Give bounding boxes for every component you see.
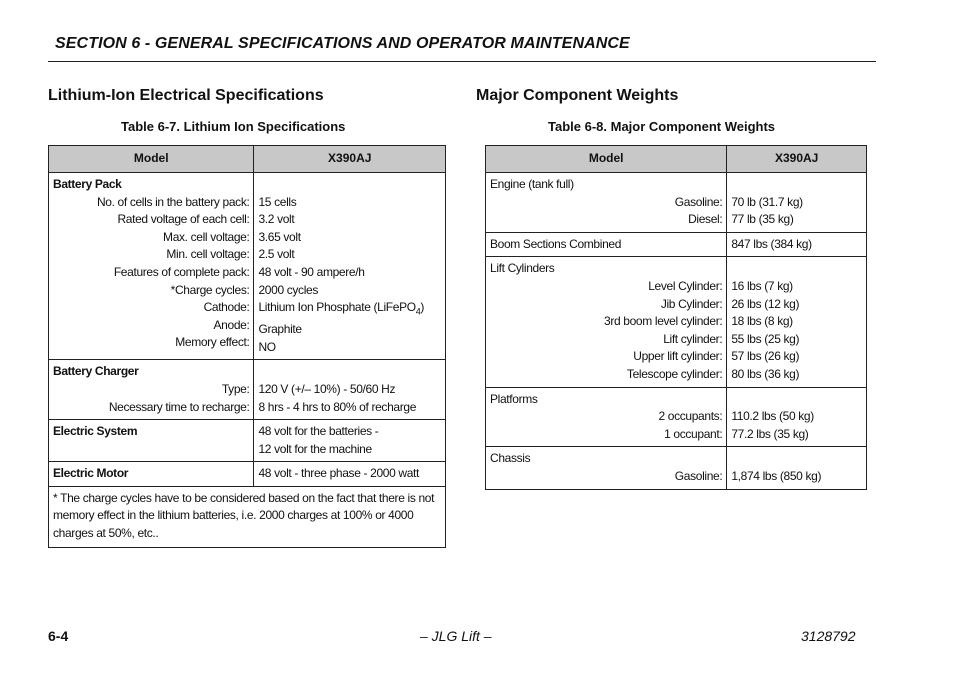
platforms-labels [486,387,727,447]
battery-charger-row [49,360,446,420]
boom-value: 847 lbs (384 kg) [727,232,867,257]
col-x390aj: X390AJ [727,146,867,173]
value: 77 lb (35 kg) [731,212,794,227]
label: Gasoline: [674,468,723,483]
lift-cylinders-labels [486,257,727,387]
table-header-row [486,146,867,173]
label: No. of cells in the battery pack: [96,194,250,209]
table-6-7-caption: Table 6-7. Lithium Ion Specifications [121,119,346,134]
value: 2.5 volt [258,247,295,262]
engine-title: Engine (tank full) [490,177,574,191]
electric-motor-value [254,462,446,487]
engine-row [486,173,867,233]
cathode-value [258,299,441,321]
electric-system-label [49,420,254,462]
value: 3.65 volt [258,229,301,244]
table-6-8-caption: Table 6-8. Major Component Weights [548,119,776,134]
page-number: 6-4 [48,628,69,644]
platforms-row [486,387,867,447]
value: 55 lbs (25 kg) [731,331,800,346]
label: Min. cell voltage: [166,247,250,262]
label: Memory effect: [175,335,250,350]
value: 18 lbs (8 kg) [731,314,793,329]
paren: ) [420,300,425,315]
value: 26 lbs (12 kg) [731,296,800,311]
chassis-values [727,447,867,489]
value: 48 volt - 90 ampere/h [258,264,365,279]
value: 8 hrs - 4 hrs to 80% of recharge [258,399,417,414]
section-title: SECTION 6 - GENERAL SPECIFICATIONS AND OPERATOR MAINTENANCE [55,35,630,52]
chassis-title: Chassis [490,451,531,466]
label: Telescope cylinder: [626,366,723,381]
electric-system-values [254,420,446,462]
platforms-title: Platforms [490,391,538,406]
label: *Charge cycles: [170,282,250,297]
value: 15 cells [258,194,297,209]
footnote: * The charge cycles have to be considered based on the fact that there is not memory effect in the lithium batteries, i.e. 2000 charges at 100% or 4000 charges at 50%, etc.. [49,486,446,547]
battery-pack-title: Battery Pack [53,177,122,191]
header-rule [48,61,876,62]
engine-labels [486,173,727,233]
chassis-labels [486,447,727,489]
value: 48 volt for the batteries - [258,424,379,439]
value: 1,874 lbs (850 kg) [731,468,822,483]
chassis-row [486,447,867,489]
platforms-values [727,387,867,447]
value: 120 V (+/– 10%) - 50/60 Hz [258,381,396,396]
value: 16 lbs (7 kg) [731,278,793,293]
battery-pack-row [49,173,446,360]
label: Upper lift cylinder: [633,349,723,364]
col-model: Model [486,146,727,173]
electric-motor-title: Electric Motor [53,466,129,481]
value: 3.2 volt [258,212,295,227]
electric-motor-label [49,462,254,487]
engine-values [727,173,867,233]
col-model: Model [49,146,254,173]
lithium-heading: Lithium-Ion Electrical Specifications [48,87,324,104]
label: Max. cell voltage: [163,229,250,244]
value: 57 lbs (26 kg) [731,349,800,364]
footer-brand: – JLG Lift – [420,628,492,644]
subscript: 4 [415,306,421,317]
label: Cathode: [203,300,250,315]
electric-system-title: Electric System [53,424,138,439]
document-number: 3128792 [801,628,856,644]
label: Anode: [213,317,250,332]
label: Type: [221,381,250,396]
value: NO [258,339,276,354]
weights-table [485,145,867,490]
label: Features of complete pack: [113,264,250,279]
battery-charger-title: Battery Charger [53,364,139,379]
boom-row [486,232,867,257]
lift-cylinders-values [727,257,867,387]
value: Lithium Ion Phosphate (LiFePO [258,300,416,315]
table-header-row [49,146,446,173]
value: Graphite [258,322,302,337]
value: 2000 cycles [258,282,318,297]
label: Gasoline: [674,194,723,209]
label: 1 occupant: [664,426,723,441]
lithium-spec-table [48,145,446,548]
label: Jib Cylinder: [660,296,723,311]
value: 110.2 lbs (50 kg) [731,409,814,424]
col-x390aj: X390AJ [254,146,446,173]
battery-charger-labels [49,360,254,420]
label: Lift cylinder: [663,331,723,346]
weights-heading: Major Component Weights [476,87,679,104]
lift-cylinders-row [486,257,867,387]
value: 12 volt for the machine [258,441,372,456]
electric-system-row [49,420,446,462]
lift-cylinders-title: Lift Cylinders [490,261,555,276]
value: 80 lbs (36 kg) [731,366,800,381]
label: Rated voltage of each cell: [117,212,250,227]
label: 2 occupants: [658,409,723,424]
label: Necessary time to recharge: [108,399,250,414]
value: 77.2 lbs (35 kg) [731,426,809,441]
label: 3rd boom level cylinder: [604,314,723,329]
footnote-row [49,486,446,547]
label: Diesel: [688,212,723,227]
battery-pack-labels [49,173,254,360]
electric-motor-row [49,462,446,487]
battery-pack-values [254,173,446,360]
label: Level Cylinder: [648,278,723,293]
battery-charger-values [254,360,446,420]
value: 70 lb (31.7 kg) [731,194,803,209]
boom-title: Boom Sections Combined [486,232,727,257]
value: 48 volt - three phase - 2000 watt [258,466,420,481]
